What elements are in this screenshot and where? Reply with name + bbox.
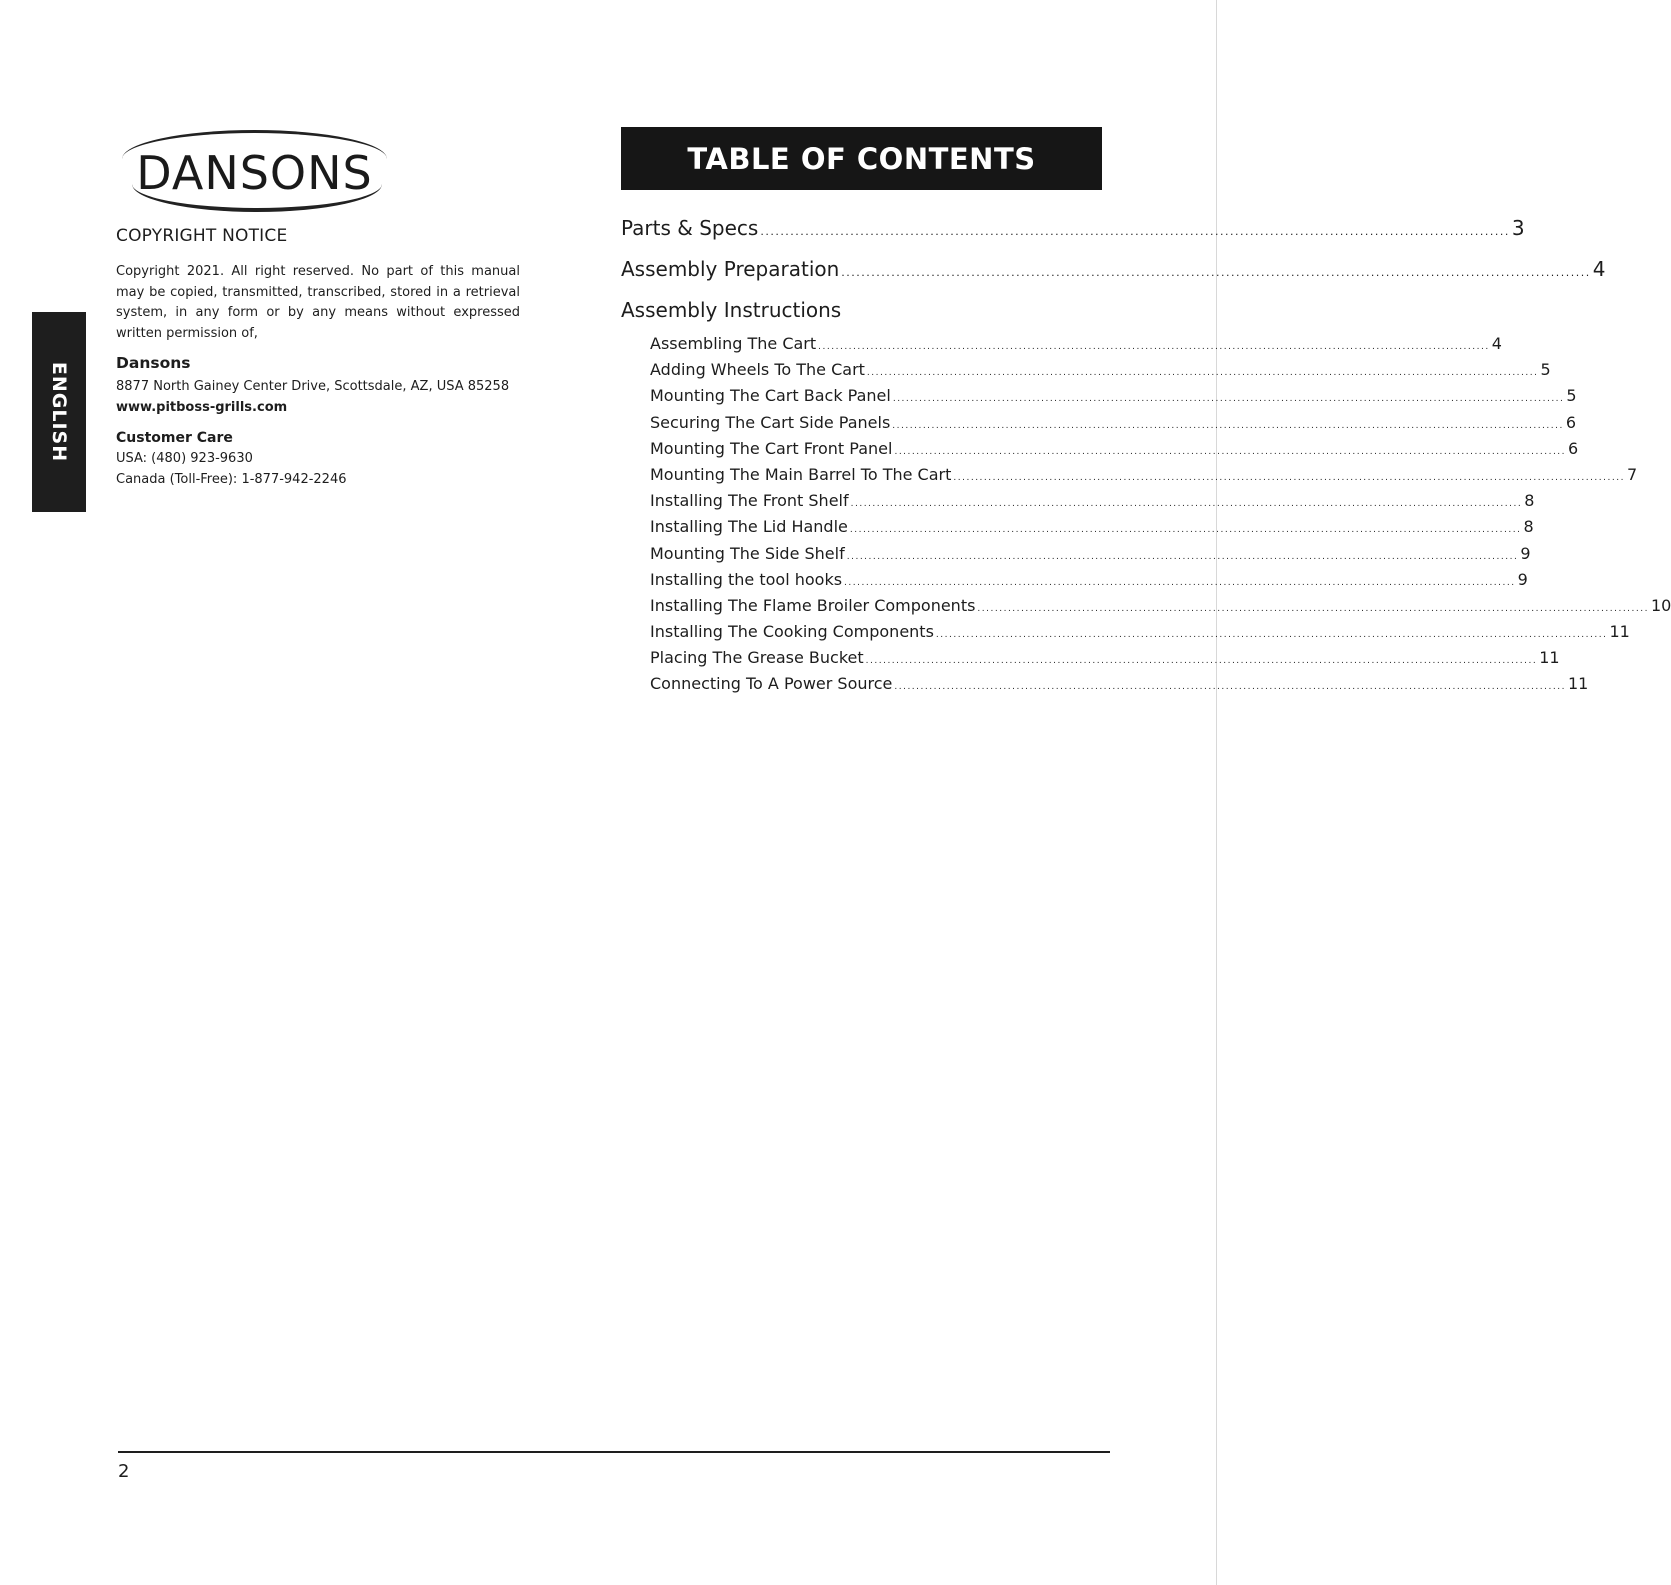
toc-entry-page: 9	[1520, 543, 1531, 563]
toc-entry-label: Mounting The Cart Front Panel	[650, 438, 893, 458]
toc-sub-entry	[650, 357, 1551, 383]
toc-entry-page: 7	[1626, 464, 1638, 484]
toc-sub-entry	[650, 671, 1589, 697]
toc-leader-dots: ......................................................................................................................................................	[841, 266, 1591, 279]
toc-entry-page: 11	[1609, 622, 1630, 642]
toc-sub-entry	[650, 619, 1630, 645]
toc-entry-label: Connecting To A Power Source	[650, 674, 893, 694]
toc-leader-dots: ..........................................................................................................................................................	[849, 525, 1522, 536]
toc-entry-parts-specs	[621, 208, 1525, 249]
company-website: www.pitboss-grills.com	[116, 400, 288, 415]
toc-sub-entry	[650, 593, 1671, 619]
toc-entry-page: 6	[1568, 438, 1579, 458]
toc-entry-page: 8	[1524, 491, 1535, 511]
company-name: Dansons	[116, 354, 191, 372]
footer-rule	[118, 1451, 1110, 1453]
toc-leader-dots: ..........................................................................................................................................................	[850, 499, 1523, 510]
customer-care-canada: Canada (Toll-Free): 1-877-942-2246	[116, 472, 347, 487]
toc-title: TABLE OF CONTENTS	[621, 127, 1102, 190]
toc-sub-entry	[650, 645, 1560, 671]
toc-entry-page: 11	[1539, 648, 1560, 668]
toc-entry-page: 4	[1592, 257, 1606, 281]
toc-entry-label: Securing The Cart Side Panels	[650, 412, 891, 432]
toc-entry-assembly-preparation	[621, 249, 1606, 290]
toc-entry-label: Installing The Front Shelf	[650, 491, 849, 511]
toc-leader-dots: ..........................................................................................................................................................	[892, 420, 1564, 431]
toc-sub-entry	[650, 541, 1531, 567]
toc-entry-label: Parts & Specs	[621, 216, 759, 240]
toc-entry-page: 10	[1651, 595, 1671, 615]
copyright-text: Copyright 2021. All right reserved. No part of this manual may be copied, transmitted, transcribed, stored in a retrieval system, in any form or by any means without expressed written permission of,	[116, 264, 520, 341]
toc-entry-page: 5	[1566, 386, 1577, 406]
toc-leader-dots: ..........................................................................................................................................................	[977, 603, 1649, 614]
page-number: 2	[118, 1461, 130, 1482]
copyright-heading: COPYRIGHT NOTICE	[116, 226, 288, 246]
toc-entry-label: Assembly Preparation	[621, 257, 840, 281]
toc-entry-label: Mounting The Side Shelf	[650, 543, 845, 563]
toc-entry-label: Installing The Cooking Components	[650, 622, 934, 642]
toc-entry-label: Installing The Flame Broiler Components	[650, 595, 976, 615]
toc-leader-dots: ..........................................................................................................................................................	[818, 342, 1490, 352]
toc-entry-page: 5	[1540, 360, 1551, 380]
toc-entry-page: 4	[1491, 334, 1502, 353]
toc-entry-label: Placing The Grease Bucket	[650, 648, 864, 668]
toc-sub-entry	[650, 436, 1579, 462]
toc-entry-page: 3	[1511, 216, 1525, 240]
toc-sub-entry	[650, 331, 1502, 357]
toc-leader-dots: ..........................................................................................................................................................	[865, 656, 1538, 667]
toc-entry-page: 8	[1523, 517, 1534, 537]
logo-wordmark: DANSONS	[136, 146, 373, 200]
toc-leader-dots: ..........................................................................................................................................................	[846, 551, 1519, 562]
toc-leader-dots: ..........................................................................................................................................................	[953, 472, 1625, 483]
customer-care-usa: USA: (480) 923-9630	[116, 451, 253, 466]
company-address: 8877 North Gainey Center Drive, Scottsdale, AZ, USA 85258	[116, 379, 510, 394]
toc-section-assembly-instructions	[621, 290, 1101, 331]
toc-sub-list	[650, 331, 1671, 698]
toc-sub-entry	[650, 514, 1534, 540]
toc-entry-label: Installing The Lid Handle	[650, 517, 848, 537]
toc-sub-entry	[650, 462, 1638, 488]
toc-leader-dots: ..........................................................................................................................................................	[894, 682, 1566, 693]
toc-entry-page: 9	[1517, 569, 1528, 589]
toc-entry-label: Assembling The Cart	[650, 334, 817, 353]
customer-care-heading: Customer Care	[116, 430, 233, 446]
toc-leader-dots: ..........................................................................................................................................................	[892, 394, 1565, 405]
toc-leader-dots: ..........................................................................................................................................................	[894, 446, 1567, 457]
toc-leader-dots: ......................................................................................................................................................	[760, 225, 1510, 238]
toc-sub-entry	[650, 410, 1577, 436]
toc-sub-entry	[650, 383, 1577, 409]
toc-section-title: Assembly Instructions	[621, 298, 842, 322]
toc-entry-page: 6	[1565, 412, 1577, 432]
toc-leader-dots: ..........................................................................................................................................................	[935, 630, 1608, 641]
toc-sub-entry	[650, 567, 1528, 593]
logo-bottom-arc	[132, 184, 382, 212]
toc-leader-dots: ..........................................................................................................................................................	[844, 577, 1516, 588]
table-of-contents	[621, 208, 1671, 698]
copyright-column	[116, 226, 520, 490]
toc-entry-label: Adding Wheels To The Cart	[650, 360, 865, 380]
language-tab-label: ENGLISH	[48, 361, 70, 463]
language-tab	[32, 312, 86, 512]
toc-entry-label: Mounting The Cart Back Panel	[650, 386, 891, 406]
toc-entry-page: 11	[1567, 674, 1589, 694]
toc-leader-dots: ..........................................................................................................................................................	[866, 368, 1539, 379]
toc-sub-entry	[650, 488, 1535, 514]
toc-entry-label: Mounting The Main Barrel To The Cart	[650, 464, 952, 484]
toc-entry-label: Installing the tool hooks	[650, 569, 843, 589]
dansons-logo	[112, 128, 397, 214]
